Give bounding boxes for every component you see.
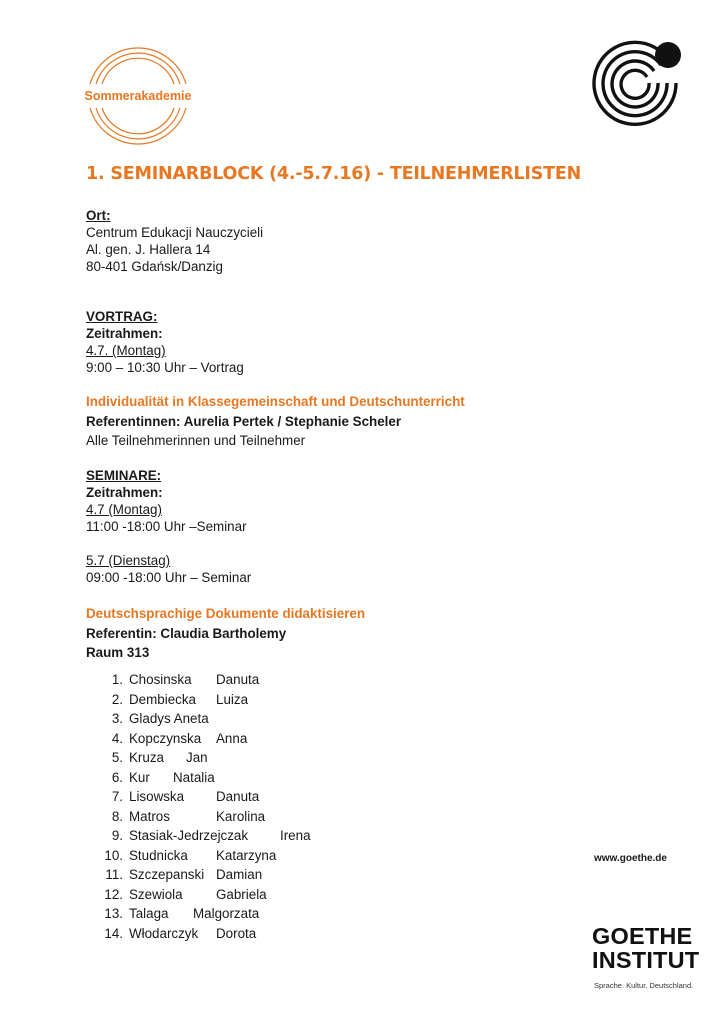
participant-number: 7.	[111, 789, 123, 804]
participant-surname: Dembiecka	[129, 691, 196, 707]
vortrag-audience: Alle Teilnehmerinnen und Teilnehmer	[86, 433, 306, 448]
participant-number: 2.	[111, 691, 123, 707]
participant-first-name: Dorota	[216, 925, 257, 941]
seminar-speaker: Referentin: Claudia Bartholemy	[86, 626, 287, 641]
participant-number: 14.	[104, 925, 123, 941]
participant-first-name: Gabriela	[216, 886, 267, 902]
participant-first-name: Jan	[186, 750, 208, 765]
vortrag-heading: VORTRAG:	[86, 309, 158, 324]
participant-number: 1.	[111, 672, 123, 687]
logo-text: Sommerakademie	[84, 89, 192, 103]
participant-surname: Studnicka	[129, 847, 188, 863]
ort-line: Al. gen. J. Hallera 14	[86, 242, 211, 257]
brand-line-2: INSTITUT	[592, 947, 700, 973]
participant-surname: Kur	[129, 769, 150, 785]
seminare-time-1: 11:00 -18:00 Uhr –Seminar	[86, 519, 247, 534]
participant-surname: Włodarczyk	[129, 925, 199, 941]
vortrag-time: 9:00 – 10:30 Uhr – Vortrag	[86, 360, 244, 375]
participant-number: 8.	[111, 808, 123, 824]
vortrag-topic: Individualität in Klassegemeinschaft und Deutschunterricht	[86, 394, 465, 409]
participant-number: 9.	[111, 828, 123, 843]
participant-number: 13.	[104, 906, 123, 921]
participant-surname: Lisowska	[129, 789, 185, 804]
seminare-date-1: 4.7 (Montag)	[86, 502, 162, 517]
seminare-zeitrahmen: Zeitrahmen:	[86, 485, 163, 500]
vortrag-zeitrahmen: Zeitrahmen:	[86, 326, 163, 341]
participant-number: 3.	[111, 711, 123, 726]
ort-line: 80-401 Gdańsk/Danzig	[86, 259, 223, 274]
participant-surname: Chosinska	[129, 672, 192, 687]
vortrag-speakers: Referentinnen: Aurelia Pertek / Stephanie Scheler	[86, 414, 402, 429]
brand-line-1: GOETHE	[592, 923, 693, 949]
participant-number: 4.	[111, 730, 123, 746]
participant-first-name: Natalia	[173, 769, 215, 785]
participant-surname: Szczepanski	[129, 867, 205, 882]
participant-number: 6.	[111, 769, 123, 785]
participant-surname: Stasiak-Jedrzejczak	[129, 828, 249, 843]
participant-first-name: Damian	[216, 867, 263, 882]
goethe-institut-logo-icon	[590, 32, 692, 134]
sommerakademie-logo	[82, 40, 194, 152]
seminar-topic: Deutschsprachige Dokumente didaktisieren	[86, 606, 366, 621]
participant-surname: Gladys Aneta	[129, 711, 209, 726]
participant-surname: Szewiola	[129, 886, 183, 902]
participant-surname: Matros	[129, 808, 170, 824]
participant-surname: Kopczynska	[129, 730, 202, 746]
seminare-heading: SEMINARE:	[86, 468, 162, 483]
participant-surname: Kruza	[129, 750, 164, 765]
page-title: 1. SEMINARBLOCK (4.-5.7.16) - TEILNEHMERLISTEN	[86, 164, 582, 184]
participant-number: 5.	[111, 750, 123, 765]
participant-first-name: Malgorzata	[193, 906, 260, 921]
participant-first-name: Danuta	[216, 672, 260, 687]
participant-first-name: Irena	[280, 828, 311, 843]
seminare-time-2: 09:00 -18:00 Uhr – Seminar	[86, 570, 252, 585]
participant-surname: Talaga	[129, 906, 169, 921]
participant-number: 11.	[105, 867, 123, 882]
participant-first-name: Danuta	[216, 789, 260, 804]
website-link[interactable]: www.goethe.de	[594, 853, 667, 864]
participant-first-name: Karolina	[216, 808, 266, 824]
ort-label: Ort:	[86, 208, 111, 223]
participant-first-name: Katarzyna	[216, 847, 277, 863]
ort-line: Centrum Edukacji Nauczycieli	[86, 225, 264, 240]
vortrag-date: 4.7. (Montag)	[86, 343, 166, 358]
seminare-date-2: 5.7 (Dienstag)	[86, 553, 171, 568]
participant-number: 12.	[104, 886, 123, 902]
participant-first-name: Luiza	[216, 691, 249, 707]
participant-first-name: Anna	[216, 730, 248, 746]
seminar-room: Raum 313	[86, 645, 150, 660]
participant-number: 10.	[104, 847, 123, 863]
brand-tagline: Sprache. Kultur. Deutschland.	[594, 981, 694, 990]
